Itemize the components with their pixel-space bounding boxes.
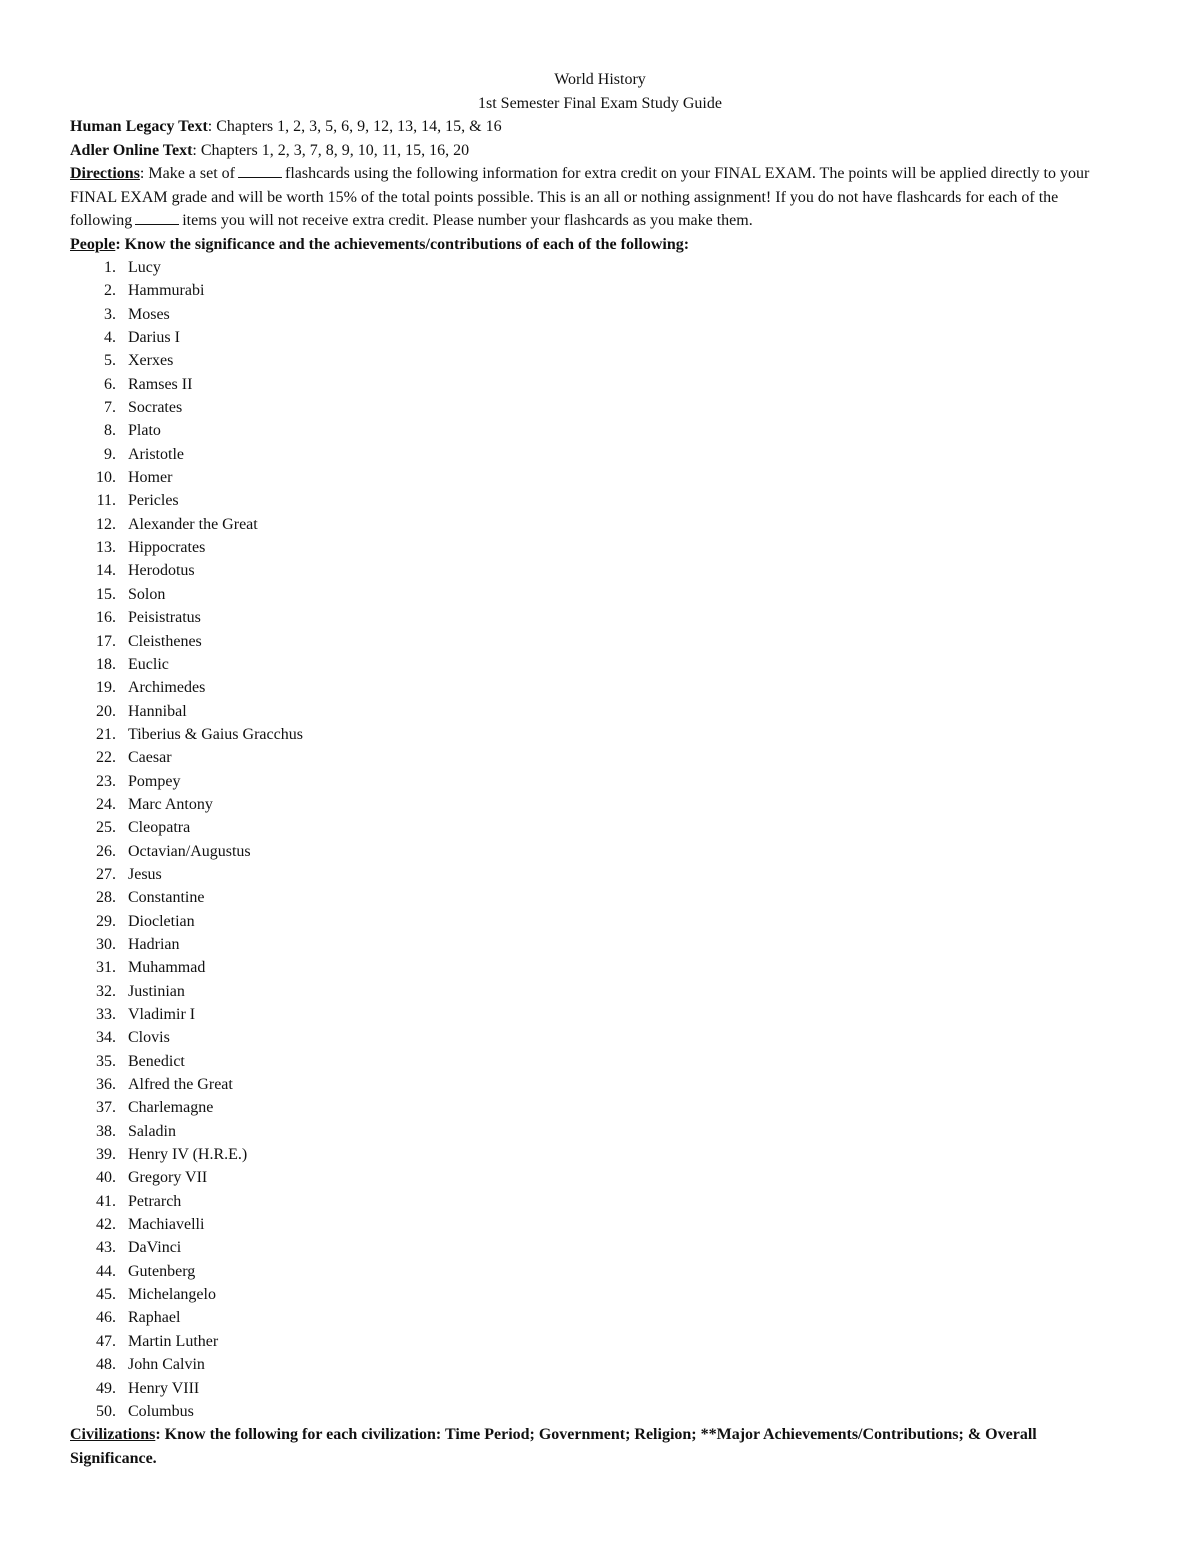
- list-item-number: 33.: [96, 1006, 116, 1023]
- list-item-name: Cleopatra: [128, 819, 191, 837]
- list-item: [70, 723, 1110, 746]
- list-item-number: 47.: [96, 1332, 116, 1350]
- list-item-number: 39.: [96, 1146, 116, 1164]
- list-item-number: 49.: [96, 1379, 116, 1397]
- list-item-number: 10.: [96, 469, 116, 487]
- list-item-name: Machiavelli: [128, 1216, 205, 1234]
- list-item-name: DaVinci: [128, 1239, 182, 1257]
- list-item-number: 23.: [96, 772, 116, 790]
- adler-chapters: : Chapters 1, 2, 3, 7, 8, 9, 10, 11, 15, 16, 20: [192, 141, 470, 159]
- list-item-number: 38.: [96, 1122, 116, 1140]
- list-item-name: Pompey: [128, 772, 181, 790]
- list-item-number: 35.: [96, 1052, 116, 1070]
- list-item: [70, 303, 1110, 326]
- blank-line: [135, 211, 179, 225]
- list-item-name: John Calvin: [128, 1356, 205, 1374]
- list-item-name: Alexander the Great: [128, 515, 258, 533]
- list-item-name: Socrates: [128, 399, 183, 417]
- list-item-number: 40.: [96, 1169, 116, 1187]
- list-item-number: 27.: [96, 865, 116, 883]
- list-item-name: Hippocrates: [128, 539, 206, 557]
- study-guide-page: [70, 68, 1110, 1470]
- list-item-number: 41.: [96, 1192, 116, 1210]
- list-item-number: 2.: [104, 282, 116, 300]
- list-item-name: Hadrian: [128, 935, 180, 953]
- list-item-name: Vladimir I: [128, 1006, 196, 1023]
- list-item-number: 3.: [104, 305, 116, 323]
- list-item-name: Martin Luther: [128, 1332, 219, 1350]
- list-item: [70, 256, 1110, 279]
- list-item-name: Darius I: [128, 329, 180, 347]
- list-item: [70, 326, 1110, 349]
- list-item-number: 11.: [96, 492, 116, 510]
- list-item-name: Tiberius & Gaius Gracchus: [128, 725, 303, 743]
- adler-line: [70, 139, 1110, 163]
- list-item: [70, 1283, 1110, 1306]
- list-item-number: 17.: [96, 632, 116, 650]
- human-legacy-label: Human Legacy Text: [70, 118, 208, 135]
- list-item: [70, 816, 1110, 839]
- list-item-name: Clovis: [128, 1029, 170, 1047]
- list-item-number: 42.: [96, 1216, 116, 1234]
- list-item-number: 18.: [96, 655, 116, 673]
- list-item-number: 1.: [104, 259, 116, 276]
- list-item-name: Michelangelo: [128, 1286, 216, 1304]
- list-item: [70, 1353, 1110, 1376]
- list-item-name: Peisistratus: [128, 609, 201, 627]
- list-item: [70, 1330, 1110, 1353]
- list-item: [70, 1236, 1110, 1259]
- list-item-number: 5.: [104, 352, 116, 370]
- list-item: [70, 630, 1110, 653]
- list-item-number: 31.: [96, 959, 116, 977]
- list-item-name: Pericles: [128, 492, 179, 510]
- list-item: [70, 980, 1110, 1003]
- list-item-number: 32.: [96, 982, 116, 1000]
- list-item: [70, 349, 1110, 372]
- list-item: [70, 653, 1110, 676]
- list-item-number: 36.: [96, 1076, 116, 1094]
- list-item: [70, 1190, 1110, 1213]
- list-item: [70, 1213, 1110, 1236]
- list-item-name: Lucy: [128, 259, 161, 276]
- list-item: [70, 1003, 1110, 1026]
- list-item-number: 37.: [96, 1099, 116, 1117]
- list-item: [70, 559, 1110, 582]
- list-item: [70, 1073, 1110, 1096]
- list-item-number: 9.: [104, 445, 116, 463]
- list-item-number: 15.: [96, 585, 116, 603]
- list-item: [70, 1026, 1110, 1049]
- list-item: [70, 933, 1110, 956]
- list-item-name: Herodotus: [128, 562, 195, 580]
- list-item: [70, 1166, 1110, 1189]
- list-item: [70, 373, 1110, 396]
- list-item-name: Diocletian: [128, 912, 195, 930]
- list-item: [70, 956, 1110, 979]
- list-item: [70, 676, 1110, 699]
- directions-text-2: flashcards using the following information for extra credit on your FINAL EXAM. The points will be applied directly to your FINAL EXAM grade and will be worth 15% of the total points possible. This is an all or nothing assignment! If you do not have flashcards for each of the following: [70, 165, 1090, 229]
- list-item-number: 19.: [96, 679, 116, 697]
- list-item: [70, 513, 1110, 536]
- list-item-name: Euclic: [128, 655, 169, 673]
- list-item-number: 34.: [96, 1029, 116, 1047]
- list-item: [70, 793, 1110, 816]
- list-item: [70, 1050, 1110, 1073]
- list-item-number: 25.: [96, 819, 116, 837]
- list-item-number: 43.: [96, 1239, 116, 1257]
- list-item-number: 6.: [104, 375, 116, 393]
- list-item: [70, 583, 1110, 606]
- list-item-number: 16.: [96, 609, 116, 627]
- list-item-name: Homer: [128, 469, 173, 487]
- list-item-number: 50.: [96, 1402, 116, 1420]
- list-item-number: 13.: [96, 539, 116, 557]
- civilizations-heading: [70, 1423, 1110, 1470]
- list-item-name: Constantine: [128, 889, 205, 907]
- list-item: [70, 279, 1110, 302]
- directions-label: Directions: [70, 165, 140, 182]
- list-item: [70, 606, 1110, 629]
- list-item-name: Archimedes: [128, 679, 206, 697]
- list-item-name: Octavian/Augustus: [128, 842, 251, 860]
- list-item-name: Gutenberg: [128, 1262, 196, 1280]
- list-item-name: Charlemagne: [128, 1099, 214, 1117]
- list-item: [70, 466, 1110, 489]
- list-item-number: 4.: [104, 329, 116, 347]
- list-item-name: Henry VIII: [128, 1379, 200, 1397]
- list-item-name: Muhammad: [128, 959, 206, 977]
- list-item-name: Petrarch: [128, 1192, 182, 1210]
- list-item-name: Raphael: [128, 1309, 181, 1327]
- list-item: [70, 1306, 1110, 1329]
- list-item-name: Marc Antony: [128, 795, 213, 813]
- list-item: [70, 700, 1110, 723]
- list-item-name: Hammurabi: [128, 282, 205, 300]
- list-item-name: Moses: [128, 305, 170, 323]
- document-title: World History: [554, 71, 646, 88]
- list-item: [70, 443, 1110, 466]
- list-item-name: Ramses II: [128, 375, 193, 393]
- list-item-name: Gregory VII: [128, 1169, 208, 1187]
- people-label: People: [70, 235, 116, 253]
- list-item: [70, 1260, 1110, 1283]
- list-item-number: 22.: [96, 749, 116, 767]
- list-item-name: Alfred the Great: [128, 1076, 233, 1094]
- blank-line: [238, 164, 282, 178]
- list-item: [70, 536, 1110, 559]
- list-item-name: Cleisthenes: [128, 632, 202, 650]
- list-item-number: 7.: [104, 399, 116, 417]
- list-item-number: 45.: [96, 1286, 116, 1304]
- list-item: [70, 489, 1110, 512]
- list-item: [70, 770, 1110, 793]
- list-item: [70, 1143, 1110, 1166]
- civilizations-instruction: : Know the following for each civilization: Time Period; Government; Religion; **Major Achievements/Contributions; & Overall Significance.: [70, 1426, 1037, 1467]
- list-item-number: 29.: [96, 912, 116, 930]
- list-item-name: Henry IV (H.R.E.): [128, 1146, 248, 1164]
- directions-text-3: items you will not receive extra credit. Please number your flashcards as you make them.: [182, 212, 753, 229]
- list-item-name: Aristotle: [128, 445, 184, 463]
- list-item-number: 46.: [96, 1309, 116, 1327]
- list-item-name: Caesar: [128, 749, 172, 767]
- list-item-name: Solon: [128, 585, 166, 603]
- list-item-number: 14.: [96, 562, 116, 580]
- list-item: [70, 840, 1110, 863]
- list-item: [70, 886, 1110, 909]
- list-item: [70, 419, 1110, 442]
- list-item-number: 28.: [96, 889, 116, 907]
- list-item-number: 8.: [104, 422, 116, 440]
- list-item-number: 20.: [96, 702, 116, 720]
- list-item-name: Columbus: [128, 1402, 194, 1420]
- directions-text-1: : Make a set of: [139, 165, 235, 182]
- list-item: [70, 863, 1110, 886]
- list-item-name: Jesus: [128, 865, 162, 883]
- list-item-number: 21.: [96, 725, 116, 743]
- list-item-name: Benedict: [128, 1052, 185, 1070]
- list-item-number: 30.: [96, 935, 116, 953]
- document-subtitle: 1st Semester Final Exam Study Guide: [478, 94, 722, 112]
- list-item: [70, 1096, 1110, 1119]
- list-item-name: Justinian: [128, 982, 185, 1000]
- list-item: [70, 910, 1110, 933]
- list-item: [70, 1120, 1110, 1143]
- list-item-name: Hannibal: [128, 702, 187, 720]
- list-item: [70, 1377, 1110, 1400]
- list-item-number: 48.: [96, 1356, 116, 1374]
- human-legacy-line: [70, 115, 1110, 139]
- adler-label: Adler Online Text: [70, 141, 193, 159]
- list-item: [70, 746, 1110, 769]
- list-item-name: Plato: [128, 422, 161, 440]
- human-legacy-chapters: : Chapters 1, 2, 3, 5, 6, 9, 12, 13, 14, 15, & 16: [207, 118, 502, 135]
- list-item: [70, 396, 1110, 419]
- people-heading: [70, 233, 1110, 257]
- list-item-name: Saladin: [128, 1122, 176, 1140]
- people-instruction: : Know the significance and the achievements/contributions of each of the following:: [115, 235, 690, 253]
- people-list: [70, 256, 1110, 1423]
- directions-paragraph: [70, 162, 1110, 233]
- civilizations-label: Civilizations: [70, 1426, 156, 1444]
- list-item-number: 24.: [96, 795, 116, 813]
- list-item-number: 12.: [96, 515, 116, 533]
- list-item: [70, 1400, 1110, 1423]
- list-item-name: Xerxes: [128, 352, 174, 370]
- list-item-number: 44.: [96, 1262, 116, 1280]
- list-item-number: 26.: [96, 842, 116, 860]
